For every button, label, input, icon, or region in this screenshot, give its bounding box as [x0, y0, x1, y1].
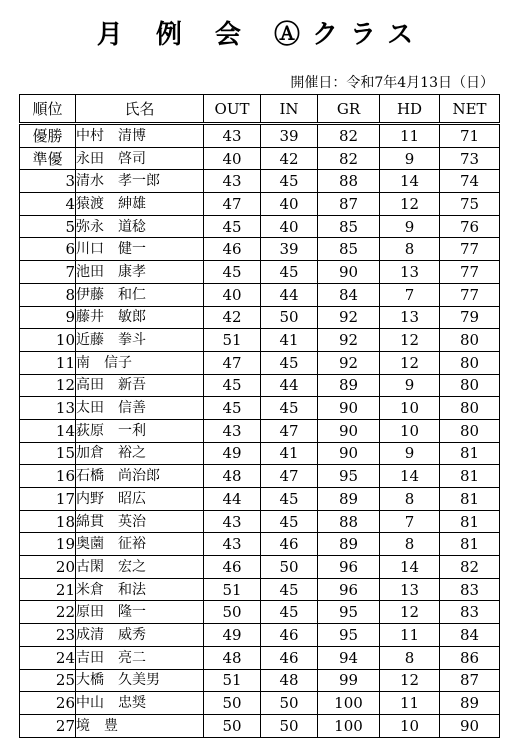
net-cell: 80 [440, 397, 500, 420]
net-cell: 76 [440, 215, 500, 238]
name-cell: 近藤 拳斗 [76, 329, 204, 352]
net-cell: 80 [440, 351, 500, 374]
rank-cell: 9 [20, 306, 76, 329]
in-cell: 45 [261, 578, 318, 601]
name-cell: 伊藤 和仁 [76, 283, 204, 306]
net-cell: 81 [440, 510, 500, 533]
table-row [20, 215, 500, 238]
table-row [20, 442, 500, 465]
gross-cell: 90 [318, 419, 380, 442]
handicap-cell: 13 [380, 261, 440, 284]
name-cell: 成清 威秀 [76, 624, 204, 647]
in-cell: 47 [261, 419, 318, 442]
rank-cell: 優勝 [20, 124, 76, 148]
name-cell: 中村 清博 [76, 124, 204, 148]
header-handicap: HD [380, 95, 440, 124]
table-row [20, 601, 500, 624]
table-row [20, 578, 500, 601]
gross-cell: 90 [318, 442, 380, 465]
gross-cell: 89 [318, 374, 380, 397]
out-cell: 48 [204, 646, 261, 669]
handicap-cell: 14 [380, 465, 440, 488]
rank-cell: 17 [20, 488, 76, 511]
header-gross: GR [318, 95, 380, 124]
out-cell: 48 [204, 465, 261, 488]
header-net: NET [440, 95, 500, 124]
table-row [20, 714, 500, 737]
in-cell: 41 [261, 442, 318, 465]
table-header-row [20, 95, 500, 124]
rank-cell: 11 [20, 351, 76, 374]
page-title: 月 例 会 Ⓐクラス [96, 20, 426, 50]
table-row [20, 238, 500, 261]
handicap-cell: 7 [380, 510, 440, 533]
in-cell: 41 [261, 329, 318, 352]
handicap-cell: 12 [380, 351, 440, 374]
in-cell: 39 [261, 238, 318, 261]
rank-cell: 13 [20, 397, 76, 420]
table-row [20, 510, 500, 533]
table-row [20, 374, 500, 397]
rank-cell: 23 [20, 624, 76, 647]
table-row [20, 124, 500, 148]
name-cell: 永田 啓司 [76, 147, 204, 170]
net-cell: 83 [440, 601, 500, 624]
handicap-cell: 12 [380, 601, 440, 624]
rank-cell: 20 [20, 556, 76, 579]
rank-cell: 4 [20, 193, 76, 216]
handicap-cell: 13 [380, 578, 440, 601]
in-cell: 40 [261, 193, 318, 216]
rank-cell: 16 [20, 465, 76, 488]
gross-cell: 94 [318, 646, 380, 669]
table-row [20, 669, 500, 692]
net-cell: 71 [440, 124, 500, 148]
gross-cell: 96 [318, 578, 380, 601]
net-cell: 81 [440, 488, 500, 511]
net-cell: 89 [440, 692, 500, 715]
gross-cell: 99 [318, 669, 380, 692]
gross-cell: 82 [318, 124, 380, 148]
net-cell: 90 [440, 714, 500, 737]
in-cell: 45 [261, 170, 318, 193]
table-row [20, 147, 500, 170]
name-cell: 米倉 和法 [76, 578, 204, 601]
handicap-cell: 10 [380, 397, 440, 420]
name-cell: 綿貫 英治 [76, 510, 204, 533]
in-cell: 44 [261, 283, 318, 306]
header-in: IN [261, 95, 318, 124]
rank-cell: 3 [20, 170, 76, 193]
net-cell: 80 [440, 329, 500, 352]
in-cell: 39 [261, 124, 318, 148]
out-cell: 45 [204, 397, 261, 420]
handicap-cell: 8 [380, 533, 440, 556]
gross-cell: 90 [318, 261, 380, 284]
table-row [20, 193, 500, 216]
rank-cell: 26 [20, 692, 76, 715]
gross-cell: 85 [318, 238, 380, 261]
in-cell: 45 [261, 351, 318, 374]
name-cell: 中山 忠奨 [76, 692, 204, 715]
handicap-cell: 7 [380, 283, 440, 306]
out-cell: 45 [204, 374, 261, 397]
rank-cell: 5 [20, 215, 76, 238]
in-cell: 50 [261, 714, 318, 737]
name-cell: 藤井 敏郎 [76, 306, 204, 329]
handicap-cell: 8 [380, 488, 440, 511]
gross-cell: 95 [318, 601, 380, 624]
net-cell: 77 [440, 238, 500, 261]
header-out: OUT [204, 95, 261, 124]
net-cell: 75 [440, 193, 500, 216]
handicap-cell: 13 [380, 306, 440, 329]
handicap-cell: 12 [380, 193, 440, 216]
in-cell: 46 [261, 646, 318, 669]
table-row [20, 261, 500, 284]
out-cell: 43 [204, 124, 261, 148]
rank-cell: 21 [20, 578, 76, 601]
in-cell: 50 [261, 556, 318, 579]
net-cell: 82 [440, 556, 500, 579]
net-cell: 73 [440, 147, 500, 170]
net-cell: 87 [440, 669, 500, 692]
handicap-cell: 9 [380, 147, 440, 170]
rank-cell: 15 [20, 442, 76, 465]
out-cell: 43 [204, 170, 261, 193]
name-cell: 吉田 亮二 [76, 646, 204, 669]
rank-cell: 7 [20, 261, 76, 284]
name-cell: 猿渡 紳雄 [76, 193, 204, 216]
in-cell: 45 [261, 488, 318, 511]
out-cell: 44 [204, 488, 261, 511]
in-cell: 48 [261, 669, 318, 692]
out-cell: 45 [204, 215, 261, 238]
table-row [20, 351, 500, 374]
table-row [20, 465, 500, 488]
name-cell: 奥薗 征裕 [76, 533, 204, 556]
header-name: 氏名 [76, 95, 204, 124]
handicap-cell: 14 [380, 170, 440, 193]
out-cell: 50 [204, 692, 261, 715]
table-row [20, 283, 500, 306]
table-row [20, 556, 500, 579]
net-cell: 81 [440, 442, 500, 465]
gross-cell: 100 [318, 692, 380, 715]
name-cell: 池田 康孝 [76, 261, 204, 284]
name-cell: 太田 信善 [76, 397, 204, 420]
gross-cell: 84 [318, 283, 380, 306]
rank-cell: 25 [20, 669, 76, 692]
table-row [20, 329, 500, 352]
name-cell: 境 豊 [76, 714, 204, 737]
out-cell: 49 [204, 624, 261, 647]
name-cell: 弥永 道稔 [76, 215, 204, 238]
gross-cell: 88 [318, 510, 380, 533]
in-cell: 45 [261, 397, 318, 420]
rank-cell: 18 [20, 510, 76, 533]
gross-cell: 89 [318, 533, 380, 556]
name-cell: 原田 隆一 [76, 601, 204, 624]
gross-cell: 100 [318, 714, 380, 737]
name-cell: 大橋 久美男 [76, 669, 204, 692]
table-row [20, 533, 500, 556]
out-cell: 42 [204, 306, 261, 329]
table-row [20, 624, 500, 647]
in-cell: 42 [261, 147, 318, 170]
handicap-cell: 11 [380, 124, 440, 148]
in-cell: 46 [261, 533, 318, 556]
net-cell: 74 [440, 170, 500, 193]
rank-cell: 14 [20, 419, 76, 442]
handicap-cell: 12 [380, 669, 440, 692]
name-cell: 石橋 尚治郎 [76, 465, 204, 488]
rank-cell: 準優 [20, 147, 76, 170]
out-cell: 46 [204, 556, 261, 579]
name-cell: 清水 孝一郎 [76, 170, 204, 193]
handicap-cell: 10 [380, 714, 440, 737]
table-row [20, 419, 500, 442]
net-cell: 83 [440, 578, 500, 601]
handicap-cell: 9 [380, 374, 440, 397]
gross-cell: 92 [318, 351, 380, 374]
handicap-cell: 10 [380, 419, 440, 442]
in-cell: 45 [261, 510, 318, 533]
gross-cell: 90 [318, 397, 380, 420]
gross-cell: 82 [318, 147, 380, 170]
table-row [20, 692, 500, 715]
name-cell: 川口 健一 [76, 238, 204, 261]
in-cell: 45 [261, 601, 318, 624]
out-cell: 49 [204, 442, 261, 465]
out-cell: 40 [204, 147, 261, 170]
in-cell: 50 [261, 692, 318, 715]
gross-cell: 95 [318, 624, 380, 647]
gross-cell: 89 [318, 488, 380, 511]
name-cell: 加倉 裕之 [76, 442, 204, 465]
out-cell: 40 [204, 283, 261, 306]
name-cell: 南 信子 [76, 351, 204, 374]
gross-cell: 87 [318, 193, 380, 216]
event-date: 開催日：令和7年4月13日（日） [290, 75, 494, 91]
handicap-cell: 9 [380, 215, 440, 238]
out-cell: 47 [204, 351, 261, 374]
out-cell: 45 [204, 261, 261, 284]
name-cell: 荻原 一利 [76, 419, 204, 442]
handicap-cell: 12 [380, 329, 440, 352]
handicap-cell: 14 [380, 556, 440, 579]
rank-cell: 22 [20, 601, 76, 624]
table-row [20, 306, 500, 329]
in-cell: 45 [261, 261, 318, 284]
rank-cell: 12 [20, 374, 76, 397]
gross-cell: 96 [318, 556, 380, 579]
net-cell: 81 [440, 465, 500, 488]
net-cell: 81 [440, 533, 500, 556]
rank-cell: 24 [20, 646, 76, 669]
in-cell: 50 [261, 306, 318, 329]
rank-cell: 10 [20, 329, 76, 352]
net-cell: 79 [440, 306, 500, 329]
net-cell: 77 [440, 283, 500, 306]
table-row [20, 488, 500, 511]
table-row [20, 397, 500, 420]
out-cell: 43 [204, 510, 261, 533]
gross-cell: 88 [318, 170, 380, 193]
out-cell: 43 [204, 533, 261, 556]
in-cell: 47 [261, 465, 318, 488]
rank-cell: 8 [20, 283, 76, 306]
handicap-cell: 8 [380, 646, 440, 669]
name-cell: 高田 新吾 [76, 374, 204, 397]
rank-cell: 27 [20, 714, 76, 737]
gross-cell: 85 [318, 215, 380, 238]
gross-cell: 92 [318, 306, 380, 329]
gross-cell: 95 [318, 465, 380, 488]
results-table [19, 94, 500, 738]
handicap-cell: 9 [380, 442, 440, 465]
gross-cell: 92 [318, 329, 380, 352]
net-cell: 86 [440, 646, 500, 669]
table-row [20, 646, 500, 669]
out-cell: 50 [204, 601, 261, 624]
in-cell: 44 [261, 374, 318, 397]
name-cell: 内野 昭広 [76, 488, 204, 511]
out-cell: 51 [204, 578, 261, 601]
net-cell: 80 [440, 419, 500, 442]
header-rank: 順位 [20, 95, 76, 124]
out-cell: 46 [204, 238, 261, 261]
out-cell: 47 [204, 193, 261, 216]
net-cell: 77 [440, 261, 500, 284]
out-cell: 50 [204, 714, 261, 737]
out-cell: 43 [204, 419, 261, 442]
handicap-cell: 11 [380, 692, 440, 715]
net-cell: 84 [440, 624, 500, 647]
handicap-cell: 8 [380, 238, 440, 261]
name-cell: 古閑 宏之 [76, 556, 204, 579]
handicap-cell: 11 [380, 624, 440, 647]
in-cell: 46 [261, 624, 318, 647]
in-cell: 40 [261, 215, 318, 238]
net-cell: 80 [440, 374, 500, 397]
rank-cell: 6 [20, 238, 76, 261]
rank-cell: 19 [20, 533, 76, 556]
out-cell: 51 [204, 669, 261, 692]
table-row [20, 170, 500, 193]
out-cell: 51 [204, 329, 261, 352]
